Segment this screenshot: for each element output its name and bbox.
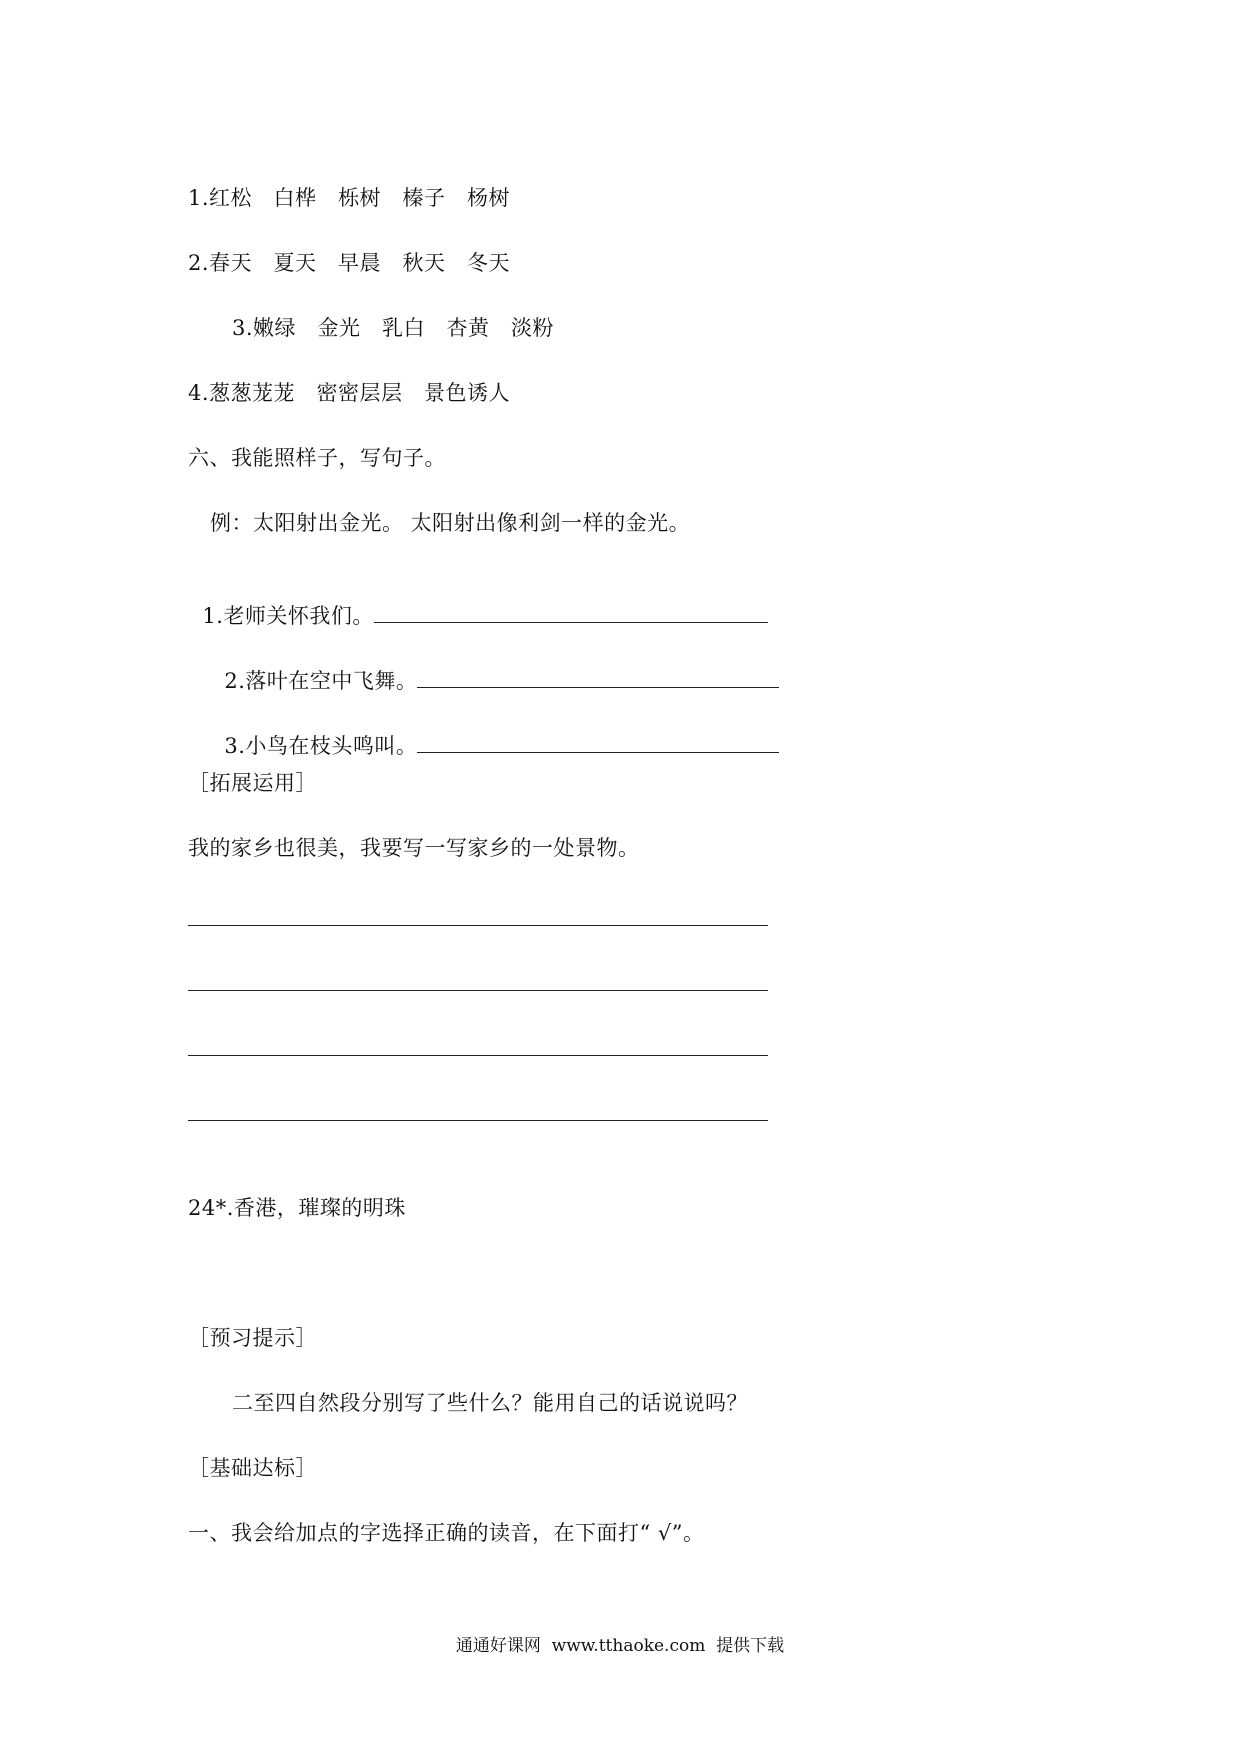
word-group-4: 4.葱葱茏茏 密密层层 景色诱人	[188, 381, 511, 405]
preview-text: 二至四自然段分别写了些什么？能用自己的话说说吗？	[232, 1391, 748, 1415]
word-group-3: 3.嫩绿 金光 乳白 杏黄 淡粉	[232, 316, 555, 340]
sentence-item-3-blank[interactable]	[417, 732, 779, 753]
writing-line-3[interactable]	[188, 1055, 768, 1056]
preview-heading: ［预习提示］	[188, 1326, 317, 1350]
sentence-item-2-text: 2.落叶在空中飞舞。	[224, 669, 418, 693]
sentence-item-1	[188, 574, 768, 630]
sentence-item-1-blank[interactable]	[374, 602, 768, 623]
sentence-item-3-text: 3.小鸟在枝头鸣叫。	[224, 734, 418, 758]
lesson-title: 24*.香港，璀璨的明珠	[188, 1196, 406, 1220]
sentence-item-3	[210, 704, 779, 760]
sentence-item-2-blank[interactable]	[417, 667, 779, 688]
extension-heading: ［拓展运用］	[188, 771, 317, 795]
sentence-item-2	[210, 639, 779, 695]
word-group-2: 2.春天 夏天 早晨 秋天 冬天	[188, 251, 511, 275]
writing-line-2[interactable]	[188, 990, 768, 991]
page-footer: 通通好课网 www.tthaoke.com 提供下载	[455, 1636, 785, 1656]
extension-prompt: 我的家乡也很美，我要写一写家乡的一处景物。	[188, 836, 640, 860]
writing-line-4[interactable]	[188, 1120, 768, 1121]
section-six-title: 六、我能照样子，写句子。	[188, 446, 446, 470]
writing-line-1[interactable]	[188, 925, 768, 926]
sentence-item-1-text: 1.老师关怀我们。	[202, 604, 374, 628]
section-six-example: 例：太阳射出金光。 太阳射出像利剑一样的金光。	[210, 511, 691, 535]
question-one: 一、我会给加点的字选择正确的读音，在下面打“ √”。	[188, 1521, 705, 1545]
word-group-1: 1.红松 白桦 栎树 榛子 杨树	[188, 186, 511, 210]
basics-heading: ［基础达标］	[188, 1456, 317, 1480]
